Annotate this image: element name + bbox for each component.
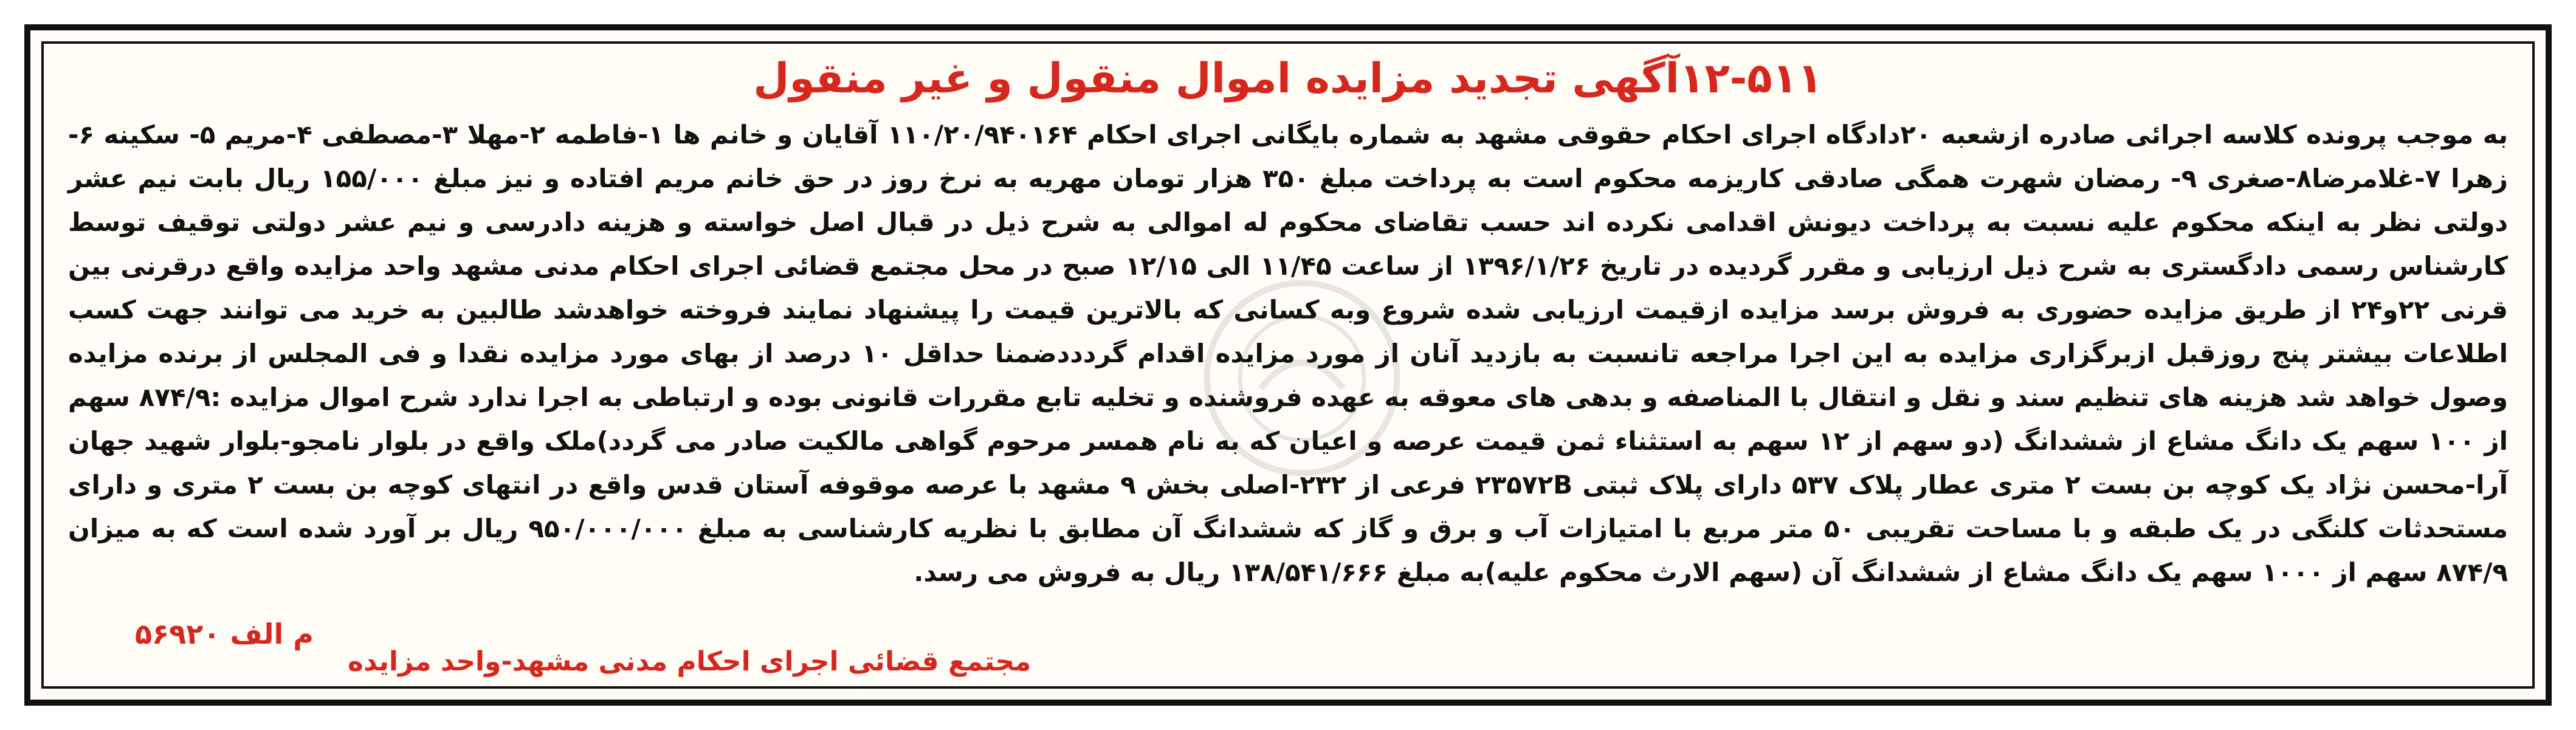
notice-signature: مجتمع قضائی اجرای احکام مدنی مشهد-واحد مزایده <box>348 646 1031 677</box>
notice-footer <box>68 618 2508 680</box>
notice-body: به موجب پرونده کلاسه اجرائی صادره ازشعبه ۲۰دادگاه اجرای احکام حقوقی مشهد به شماره بایگانی اجرای احکام ۱۱۰/۲۰/۹۴۰۱۶۴ آقایان و خانم ها ۱-فاطمه ۲-مهلا ۳-مصطفی ۴-مریم ۵- سکینه ۶-زهرا ۷-غلامرضا۸-صغری ۹- رمضان شهرت همگی صادقی کاریزمه محکوم است به پرداخت مبلغ ۳۵۰ هزار تومان مهریه به نرخ روز در حق خانم مریم افتاده و نیز مبلغ ۱۵۵/۰۰۰ ریال بابت نیم عشر دولتی نظر به اینکه محکوم علیه نسبت به پرداخت دیونش اقدامی نکرده اند حسب تقاضای محکوم له اموالی به شرح ذیل در قبال اصل خواسته و هزینه دادرسی و نیم عشر دولتی توقیف توسط کارشناس رسمی دادگستری به شرح ذیل ارزیابی و مقرر گردیده در تاریخ ۱۳۹۶/۱/۲۶ از ساعت ۱۱/۴۵ الی ۱۲/۱۵ صبح در محل مجتمع قضائی اجرای احکام مدنی مشهد واحد مزایده واقع درقرنی بین قرنی ۲۲و۲۴ از طریق مزایده حضوری به فروش برسد مزایده ازقیمت ارزیابی شده شروع وبه کسانی که بالاترین قیمت را پیشنهاد نمایند فروخته خواهدشد طالبین به خرید می توانند جهت کسب اطلاعات بیشتر پنج روزقبل ازبرگزاری مزایده به این اجرا مراجعه تانسبت به بازدید آنان از مورد مزایده اقدام گردددضمنا حداقل ۱۰ درصد از بهای مورد مزایده نقدا و فی المجلس از برنده مزایده وصول خواهد شد هزینه های تنظیم سند و نقل و انتقال با المناصفه و بدهی های معوقه به عهده فروشنده و تخلیه تابع مقررات قانونی بوده و ارتباطی به اجرا ندارد شرح اموال مزایده :۸۷۴/۹ سهم از ۱۰۰ سهم یک دانگ مشاع از ششدانگ (دو سهم از ۱۲ سهم به استثناء ثمن قیمت عرصه و اعیان که به نام همسر مرحوم گواهی مالکیت صادر می گردد)ملک واقع در بلوار نامجو-بلوار شهید جهان آرا-محسن نژاد یک کوچه بن بست ۲ متری عطار پلاک ۵۳۷ دارای پلاک ثبتی ۲۳۵۷۲B فرعی از ۲۳۲-اصلی بخش ۹ مشهد با عرصه موقوفه آستان قدس واقع در انتهای کوچه بن بست ۲ متری و دارای مستحدثات کلنگی در یک طبقه و با مساحت تقریبی ۵۰ متر مربع با امتیازات آب و برق و گاز که ششدانگ آن مطابق با نظریه کارشناسی به مبلغ ۹۵۰/۰۰۰/۰۰۰ ریال بر آورد شده است که به میزان ۸۷۴/۹ سهم از ۱۰۰۰ سهم یک دانگ مشاع از ششدانگ آن (سهم الارث محکوم علیه)به مبلغ ۱۳۸/۵۴۱/۶۶۶ ریال به فروش می رسد. <box>68 120 2509 587</box>
notice-outer-frame <box>24 24 2552 706</box>
notice-inner-frame <box>41 41 2535 689</box>
notice-code: م الف ۵۶۹۲۰ <box>135 618 314 650</box>
notice-title: ۱۲-۵۱۱آگهی تجدید مزایده اموال منقول و غیر منقول <box>753 55 1823 103</box>
